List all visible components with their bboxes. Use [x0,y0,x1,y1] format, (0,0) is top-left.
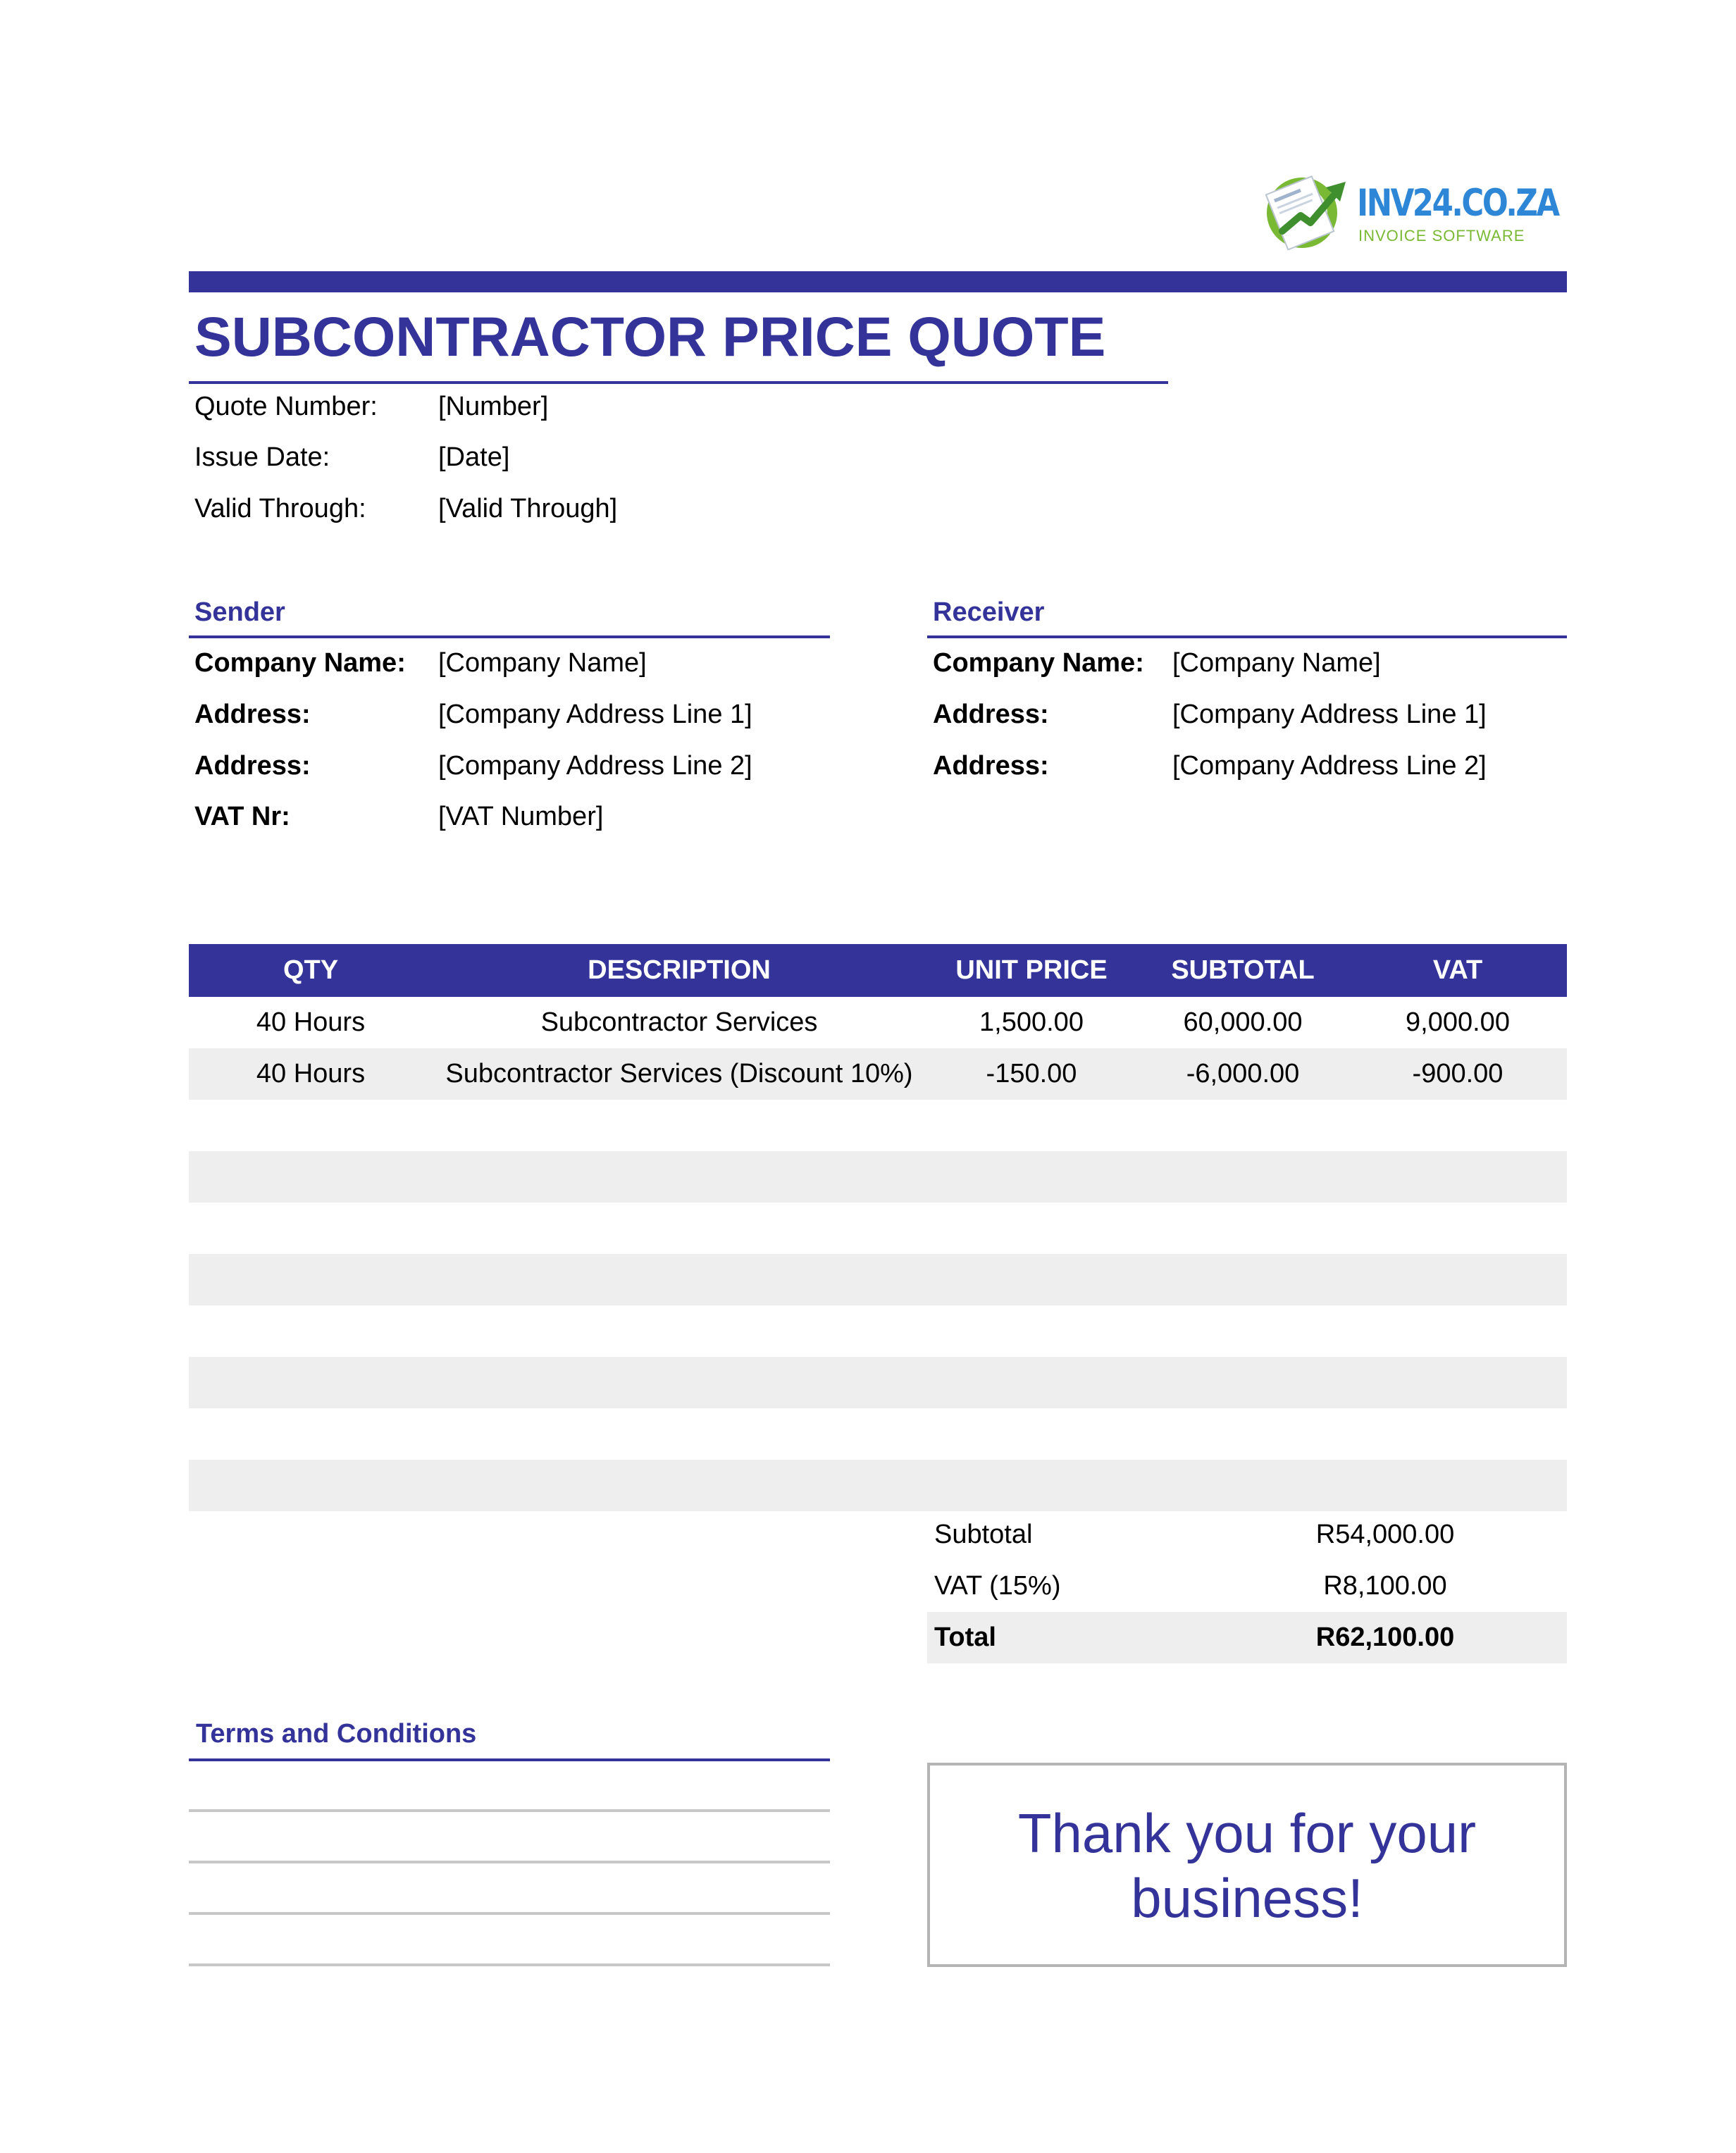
sender-label-vat: VAT Nr: [194,802,290,831]
receiver-divider [927,635,1567,638]
receiver-label-address-2: Address: [933,751,1049,781]
receiver-label-company: Company Name: [933,648,1144,678]
cell-qty: 40 Hours [256,1059,366,1088]
empty-table-row [189,1357,1567,1408]
sender-value-address-1: [Company Address Line 1] [438,700,752,729]
vat-row [927,1561,1567,1612]
subtotal-label: Subtotal [934,1520,1033,1549]
sender-label-company: Company Name: [194,648,406,678]
invoice-chart-icon [1261,166,1350,251]
cell-qty: 40 Hours [256,1007,366,1037]
cell-subtotal: -6,000.00 [1186,1059,1300,1088]
vat-label: VAT (15%) [934,1571,1061,1601]
cell-unit-price: -150.00 [986,1059,1077,1088]
logo-tagline: INVOICE SOFTWARE [1358,227,1525,244]
meta-label-quote-number: Quote Number: [194,392,378,421]
cell-subtotal: 60,000.00 [1183,1007,1303,1037]
total-row [927,1612,1567,1663]
subtotal-value: R54,000.00 [1315,1520,1455,1549]
terms-blank-line [189,1963,830,1966]
receiver-value-address-2: [Company Address Line 2] [1172,751,1487,781]
cell-unit-price: 1,500.00 [979,1007,1084,1037]
receiver-label-address-1: Address: [933,700,1049,729]
cell-description: Subcontractor Services [540,1007,818,1037]
thank-you-line-1: Thank you for your [1017,1802,1477,1864]
header-accent-bar [189,271,1567,292]
empty-table-row [189,1100,1567,1151]
terms-blank-line [189,1861,830,1863]
meta-label-valid-through: Valid Through: [194,494,366,523]
subtotal-row [927,1509,1567,1561]
page-title: SUBCONTRACTOR PRICE QUOTE [194,305,1106,368]
header-qty: QTY [283,955,339,985]
table-header [189,944,1567,997]
header-description: DESCRIPTION [588,955,771,985]
receiver-value-address-1: [Company Address Line 1] [1172,700,1487,729]
header-vat: VAT [1432,955,1483,985]
total-label: Total [934,1622,996,1652]
terms-blank-line [189,1912,830,1915]
sender-heading: Sender [194,597,285,627]
meta-value-issue-date: [Date] [438,442,510,472]
empty-table-row [189,1460,1567,1511]
sender-label-address-2: Address: [194,751,311,781]
empty-table-row [189,1254,1567,1305]
header-subtotal: SUBTOTAL [1171,955,1315,985]
meta-value-quote-number: [Number] [438,392,549,421]
total-value: R62,100.00 [1315,1622,1455,1652]
sender-label-address-1: Address: [194,700,311,729]
table-row [189,1048,1567,1100]
meta-label-issue-date: Issue Date: [194,442,330,472]
thank-you-line-2: business! [1131,1867,1363,1929]
receiver-heading: Receiver [933,597,1045,627]
title-divider [189,381,1168,384]
header-unit-price: UNIT PRICE [955,955,1108,985]
logo-wordmark: INV24.CO.ZA [1357,182,1558,225]
sender-value-address-2: [Company Address Line 2] [438,751,752,781]
receiver-value-company: [Company Name] [1172,648,1381,678]
terms-divider [189,1758,830,1761]
cell-vat: 9,000.00 [1406,1007,1510,1037]
cell-vat: -900.00 [1412,1059,1504,1088]
vat-value: R8,100.00 [1323,1571,1447,1601]
sender-divider [189,635,830,638]
sender-value-company: [Company Name] [438,648,647,678]
sender-value-vat: [VAT Number] [438,802,604,831]
empty-table-row [189,1203,1567,1254]
terms-heading: Terms and Conditions [196,1719,477,1749]
company-logo [1261,166,1558,251]
thank-you-message [930,1801,1564,1930]
meta-value-valid-through: [Valid Through] [438,494,618,523]
thank-you-box [927,1763,1567,1967]
terms-blank-line [189,1809,830,1812]
cell-description: Subcontractor Services (Discount 10%) [445,1059,913,1088]
empty-table-row [189,1305,1567,1357]
table-row [189,997,1567,1048]
empty-table-row [189,1151,1567,1203]
empty-table-row [189,1408,1567,1460]
